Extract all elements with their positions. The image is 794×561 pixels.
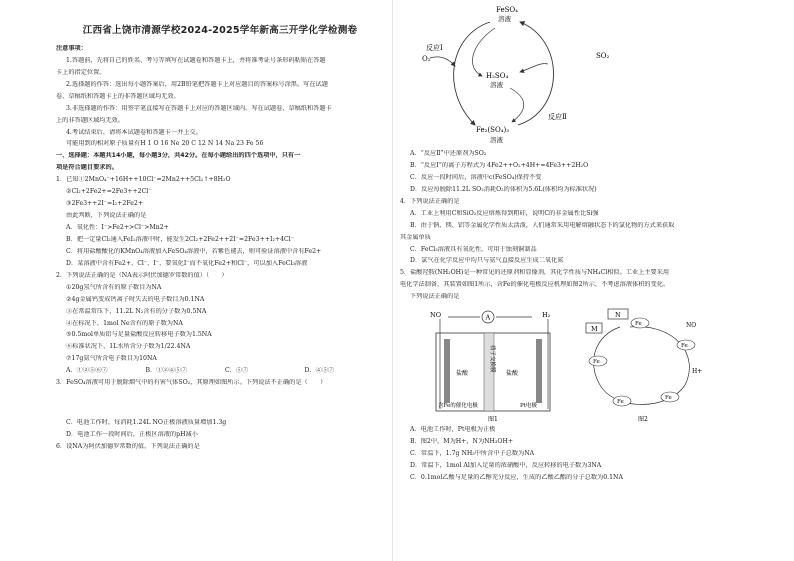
- fig1-no: NO: [430, 311, 442, 320]
- o2-arrow: [430, 57, 455, 66]
- fig2-no: NO: [686, 322, 697, 330]
- h2so4-sub: 溶液: [490, 81, 503, 89]
- option-line: C．0.1mol乙酸与足量的乙醇充分反应，生成的乙酸乙酯的分子总数为0.1NA: [410, 473, 623, 481]
- svg-text:Fe: Fe: [681, 343, 688, 350]
- option-line: C．反应一段时间后，溶液中c(FeSO₄)保持不变: [410, 173, 542, 181]
- svg-text:Fe: Fe: [665, 395, 672, 402]
- notice-line: 可能用到的相对原子质量有H 1 O 16 Ne 20 C 12 N 14 Na 23 Fe 56: [66, 140, 264, 148]
- fig1-caption: 图1: [488, 416, 498, 424]
- left-electrode: [444, 339, 450, 403]
- feso4-label: FeSO₄: [496, 6, 518, 14]
- fe2so43-sub: 溶液: [490, 136, 503, 144]
- q2-options: [56, 367, 384, 375]
- svg-text:Fe: Fe: [635, 321, 642, 328]
- option-line: A．电池工作时，Pt电极为正极: [410, 426, 496, 434]
- option-a: A．①②⑤⑥⑦: [66, 367, 108, 375]
- notice-line: 卡上的指定位置。: [56, 68, 106, 76]
- option-line: C．常温下，1.7g NH₃中所含中子总数为NA: [410, 450, 535, 458]
- statement-line: ②4g金属钙变成钙离子时失去的电子数目为0.1NA: [66, 295, 205, 303]
- feso4-cycle-diagram: [400, 0, 746, 150]
- question-line: 2．下列说法正确的是（NA表示阿伏加德罗常数的值）（ ）: [56, 271, 228, 279]
- feso4-sub: 溶液: [498, 15, 511, 23]
- fig1-h2: H₂: [542, 311, 551, 320]
- fig2-m: M: [591, 325, 598, 334]
- electrode-right-label: Pt电极: [520, 403, 537, 410]
- option-d: D．④⑤⑦: [304, 367, 335, 375]
- option-line: C．将用盐酸酸化的KMnO₄溶液加入FeSO₄溶液中，若紫色褪去，则可验证溶液中含有Fe2+: [66, 247, 322, 255]
- option-line: D．电池工作一段时间后，正极区溶液的pH减小: [66, 431, 198, 439]
- option-line: C．FeCl₃溶液具有氧化性，可用于蚀刻铜制品: [410, 245, 537, 253]
- option-line: B．由于钠、镁、铝等金属化学性质太活泼，人们通常采用电解熔融状态下的氯化物的方式来获取: [410, 221, 675, 229]
- question-line: 4．下列说法正确的是: [400, 197, 460, 205]
- question-line: 6．设NA为阿伏加德罗常数的值，下列说法正确的是: [56, 443, 200, 451]
- option-line: A．“反应Ⅱ”中还原剂为SO₂: [410, 150, 487, 157]
- fig2-n: N: [615, 311, 621, 320]
- notice-line: 2.选择题的作答：选出每小题答案后，用2B铅笔把答题卡上对应题目的答案标号涂黑。写在试题: [66, 80, 328, 88]
- reaction1-label: 反应Ⅰ: [426, 44, 443, 52]
- right-electrode: [536, 339, 542, 403]
- option-line: D．常温下，1mol Al加入足量的浓硝酸中，反应转移的电子数为3NA: [410, 462, 602, 469]
- notice-line: 1.答题前，先将自己的姓名、考号等填写在试题卷和答题卡上，并将准考证号条形码粘贴在答题: [66, 56, 326, 64]
- notice-line: 4.考试结束后，请将本试题卷和答题卡一并上交。: [66, 128, 202, 136]
- column-divider: [392, 0, 393, 561]
- svg-text:Fe: Fe: [617, 399, 624, 406]
- question-line: 1．已知①2MnO₄⁻+16H++10Cl⁻=2Mn2++5Cl₂↑+8H₂O: [56, 176, 231, 184]
- option-line: B．图2中，M为H+，N为NH₃OH+: [410, 438, 514, 446]
- svg-text:Fe: Fe: [593, 359, 600, 366]
- question-line: ③2Fe3++2I⁻=I₂+2Fe2+: [66, 200, 144, 208]
- acid-left: 盐酸: [456, 370, 469, 378]
- inner-arrow: [472, 28, 495, 76]
- notice-title: 注意事项：: [56, 44, 87, 52]
- fe-node: [613, 396, 631, 406]
- h2so4-arrow: [520, 64, 548, 72]
- option-line: D．某溶液中含有Fe2+、Cl⁻、I⁻，要氧化I⁻而不氧化Fe2+和Cl⁻，可以加入FeCl₃溶液: [66, 259, 308, 267]
- option-line: A．工业上利用C和SiO₂反应熔炼得到粗硅，说明C的非金属性比Si强: [410, 209, 599, 217]
- question-line: 5．盐酸羟胺(NH₂OH)是一种常见的还原剂和显像剂，其化学性质与NH₄Cl相似。工业上主要采用: [400, 269, 670, 277]
- left-column: [56, 0, 384, 455]
- question-line: 3．FeSO₄溶液可用于脱除烟气中的有害气体SO₂，其原理如图所示。下列说法不正确的是（ ）: [56, 379, 327, 387]
- fe2so43-label: Fe₂(SO₄)₃: [476, 126, 510, 134]
- fe-node: [677, 340, 695, 350]
- reaction2-label: 反应Ⅱ: [548, 113, 567, 121]
- option-line: D．反应每脱除11.2L SO₂消耗O₂的体积为5.6L(体积均为标准状况): [410, 185, 597, 193]
- fe-node: [661, 392, 679, 402]
- o2-label: O₂: [422, 55, 431, 63]
- question-line: 下列说法正确的是: [410, 293, 460, 301]
- blank-space: [56, 391, 384, 419]
- question-line: 由此判断，下列说法正确的是: [66, 212, 147, 220]
- notice-line: 上的非答题区域均无效。: [56, 116, 125, 124]
- membrane-label: 质子交换膜: [489, 345, 495, 373]
- page-title: 江西省上饶市清源学校2024-2025学年新高三开学化学检测卷: [82, 25, 358, 36]
- statement-line: ①20g氖气所含有的原子数目为NA: [66, 283, 162, 291]
- statement-line: ⑤0.5mol单质铝与足量盐酸反应转移电子数为1.5NA: [66, 331, 212, 339]
- question-line: 电化学法制备，其装置如图1所示，含Fe的催化电极反应机理如图2所示，不考虑溶液体积的变化。: [400, 281, 670, 289]
- statement-line: ⑥标准状况下，1L水所含分子数为1/22.4NA: [66, 343, 191, 351]
- option-line: C．电池工作时，每消耗1.24L NO正极溶液质量增加1.3g: [66, 419, 227, 427]
- cycle-arc-right: [518, 22, 554, 125]
- cycle-arc-left: [454, 22, 490, 125]
- fe-node: [631, 318, 649, 328]
- option-line: D．氯气在化学反应中均只与氨气直接反应生成二氧化氮: [410, 257, 564, 265]
- section-heading: 一、选择题：本题共14小题，每小题3分，共42分。在每小题给出的四个选项中，只有一: [56, 152, 301, 160]
- option-c: C．⑤⑦: [225, 367, 249, 375]
- fe-node: [589, 356, 607, 366]
- section-heading-cont: 项是符合题目要求的。: [56, 164, 118, 172]
- option-line: A．氧化性：I⁻>Fe2+>Cl⁻>Mn2+: [66, 224, 169, 232]
- option-line-cont: 其金属单质: [400, 233, 431, 241]
- notice-line: 卷、草稿纸和答题卡上的非答题区域均无效。: [56, 92, 180, 100]
- question-line: ②Cl₂+2Fe2+=2Fe3++2Cl⁻: [66, 188, 152, 196]
- fig2-caption: 图2: [638, 416, 648, 424]
- acid-right: 盐酸: [506, 370, 519, 378]
- notice-line: 3.非选择题的作答：用签字笔直接写在答题卡上对应的答题区域内。写在试题卷、草稿纸和答题卡: [66, 104, 332, 112]
- option-b: B．①②④⑤⑦: [145, 367, 188, 375]
- statement-line: ⑦17g氨气所含电子数目为10NA: [66, 355, 157, 363]
- option-line: B．“反应Ⅰ”的离子方程式为 4Fe2++O₂+4H+=4Fe3++2H₂O: [410, 161, 589, 169]
- electrode-left-label: 含Fe的催化电极: [438, 403, 478, 410]
- ammeter-label: A: [485, 313, 491, 322]
- inner-arrow-2: [510, 88, 524, 122]
- electrochem-figures: [400, 305, 746, 423]
- option-line: B．把一定量Cl₂通入FeI₂溶液中时，能发生2Cl₂+2Fe2++2I⁻=2Fe3++I₂+4Cl⁻: [66, 235, 294, 243]
- so2-label: SO₂: [596, 52, 610, 60]
- fig2-hplus: H+: [692, 368, 703, 376]
- right-column: [400, 0, 746, 486]
- statement-line: ④在标况下，1mol Ne含有的原子数为NA: [66, 319, 183, 327]
- statement-line: ③在常温常压下，11.2L N₂含有的分子数为0.5NA: [66, 307, 207, 315]
- h2so4-label: H₂SO₄: [486, 72, 509, 80]
